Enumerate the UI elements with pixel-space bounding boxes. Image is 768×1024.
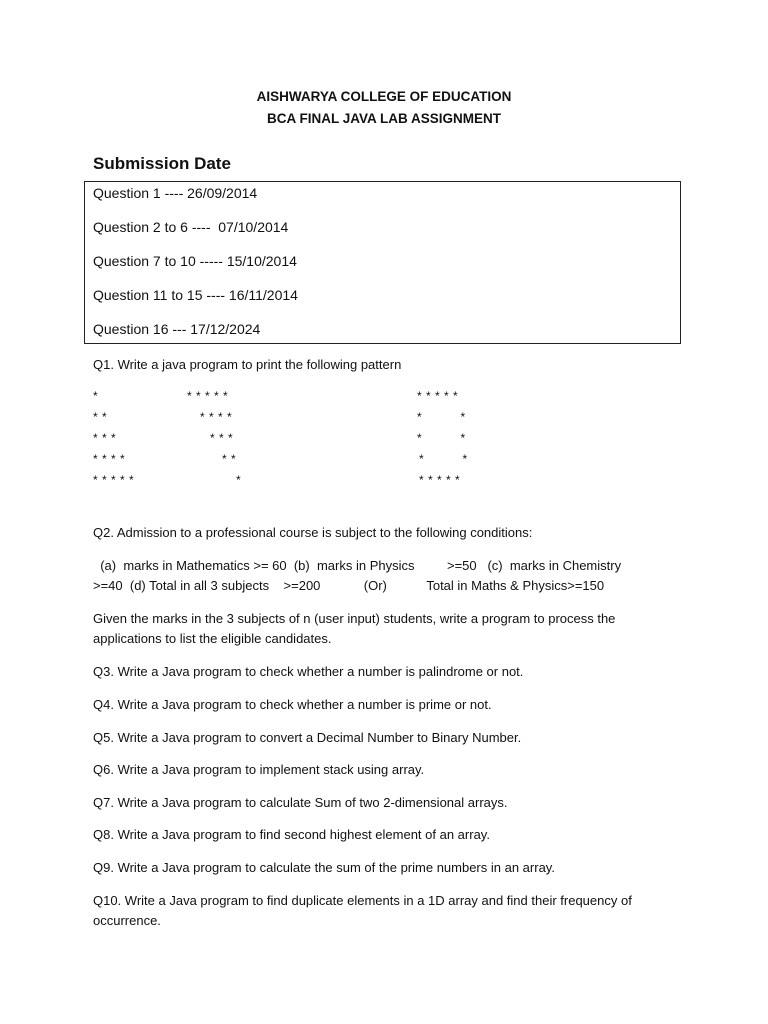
pattern-row: * * [419, 452, 468, 466]
question-2-conditions-line-2: >=40 (d) Total in all 3 subjects >=200 (Or) Total in Maths & Physics>=150 [93, 578, 605, 593]
pattern-row: * * * * [200, 410, 233, 424]
question-8: Q8. Write a Java program to find second highest element of an array. [93, 827, 490, 842]
pattern-row: * * * * * [93, 473, 135, 487]
pattern-row: * * * * * [419, 473, 461, 487]
pattern-row: * [93, 389, 99, 403]
submission-date-box [84, 181, 681, 344]
question-6: Q6. Write a Java program to implement stack using array. [93, 762, 425, 777]
pattern-row: * * [222, 452, 237, 466]
pattern-row: * * * * * [417, 389, 459, 403]
pattern-row: * * * * * [187, 389, 229, 403]
pattern-row: * * * * [93, 452, 126, 466]
pattern-row: * * * [93, 431, 117, 445]
submission-date-heading: Submission Date [93, 154, 231, 173]
submission-row: Question 11 to 15 ---- 16/11/2014 [93, 287, 298, 303]
question-2-conditions-line-1: (a) marks in Mathematics >= 60 (b) marks in Physics >=50 (c) marks in Chemistry [93, 558, 622, 573]
submission-row: Question 7 to 10 ----- 15/10/2014 [93, 253, 297, 269]
college-name: AISHWARYA COLLEGE OF EDUCATION [256, 89, 512, 104]
pattern-row: * * [93, 410, 108, 424]
question-5: Q5. Write a Java program to convert a Decimal Number to Binary Number. [93, 730, 522, 745]
pattern-row: * * [417, 431, 466, 445]
question-10: Q10. Write a Java program to find duplicate elements in a 1D array and find their frequency of occurrence. [93, 893, 632, 928]
question-1: Q1. Write a java program to print the following pattern [93, 357, 402, 372]
question-3: Q3. Write a Java program to check whether a number is palindrome or not. [93, 664, 524, 679]
pattern-row: * [236, 473, 242, 487]
assignment-title: BCA FINAL JAVA LAB ASSIGNMENT [266, 111, 501, 126]
question-7: Q7. Write a Java program to calculate Sum of two 2-dimensional arrays. [93, 795, 508, 810]
question-4: Q4. Write a Java program to check whether a number is prime or not. [93, 697, 492, 712]
pattern-row: * * [417, 410, 466, 424]
pattern-row: * * * [210, 431, 234, 445]
submission-row: Question 2 to 6 ---- 07/10/2014 [93, 219, 289, 235]
question-2: Q2. Admission to a professional course is subject to the following conditions: [93, 525, 533, 540]
submission-row: Question 16 --- 17/12/2024 [93, 321, 261, 337]
question-2-description: Given the marks in the 3 subjects of n (user input) students, write a program to process the applications to list the eligible candidates. [93, 611, 616, 646]
submission-row: Question 1 ---- 26/09/2014 [93, 185, 258, 201]
question-9: Q9. Write a Java program to calculate the sum of the prime numbers in an array. [93, 860, 555, 875]
